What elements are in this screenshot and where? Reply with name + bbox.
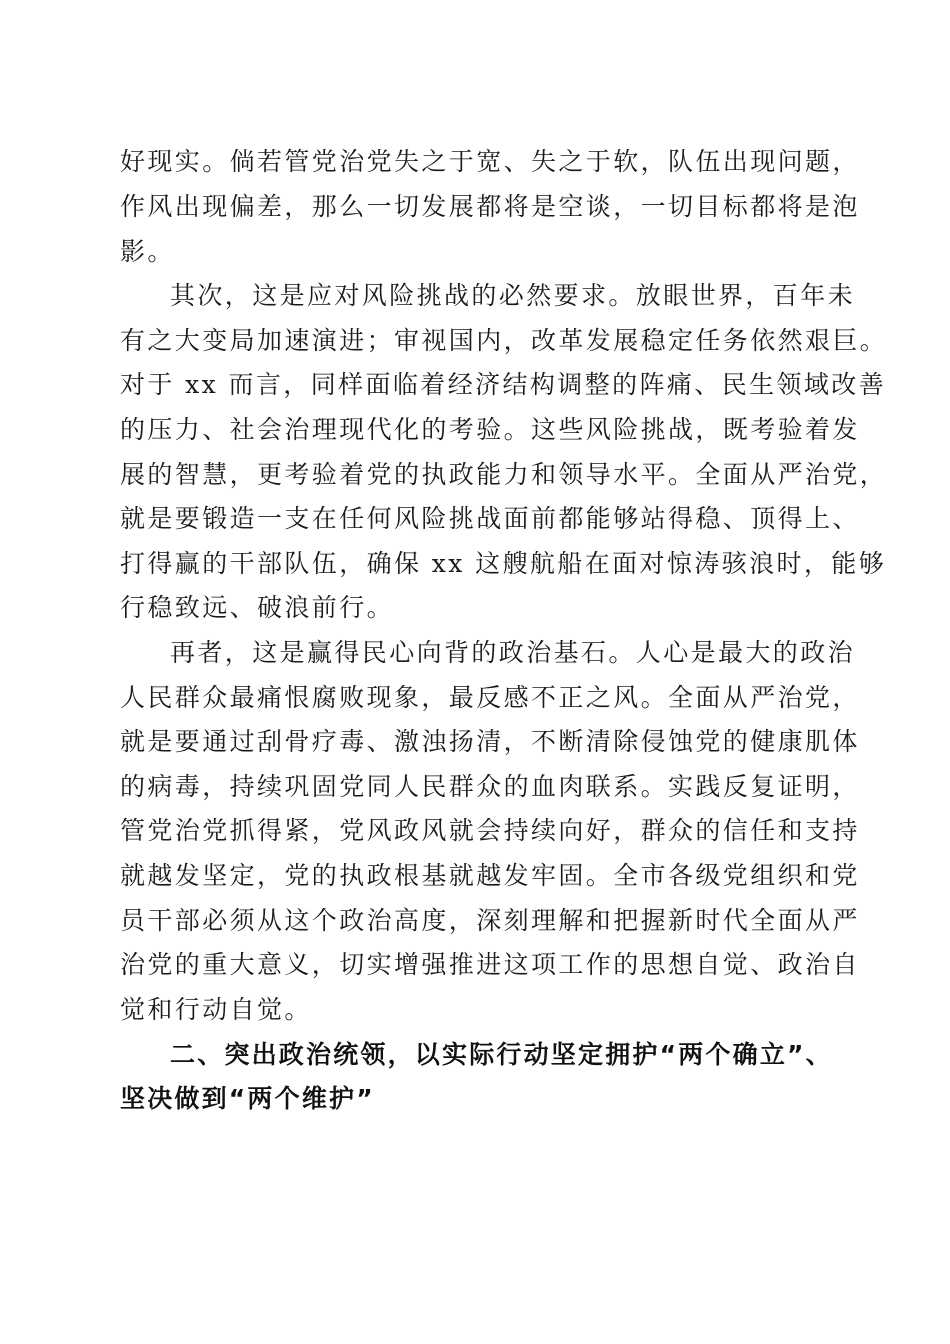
text-line: 就是要锻造一支在任何风险挑战面前都能够站得稳、顶得上、 — [120, 504, 860, 533]
text-line: 管党治党抓得紧，党风政风就会持续向好，群众的信任和支持 — [120, 816, 860, 845]
text-line: 有之大变局加速演进；审视国内，改革发展稳定任务依然艰巨。 — [120, 326, 888, 355]
text-line: 员干部必须从这个政治高度，深刻理解和把握新时代全面从严 — [120, 906, 860, 935]
text-line: 就是要通过刮骨疗毒、激浊扬清，不断清除侵蚀党的健康肌体 — [120, 727, 860, 756]
text-line: 人民群众最痛恨腐败现象，最反感不正之风。全面从严治党， — [120, 683, 860, 712]
text-line: 作风出现偏差，那么一切发展都将是空谈，一切目标都将是泡 — [120, 192, 860, 221]
text-line: 的病毒，持续巩固党同人民群众的血肉联系。实践反复证明， — [120, 772, 860, 801]
text-line: 展的智慧，更考验着党的执政能力和领导水平。全面从严治党， — [120, 460, 888, 489]
text-line: 治党的重大意义，切实增强推进这项工作的思想自觉、政治自 — [120, 950, 860, 979]
text-line: 再者，这是赢得民心向背的政治基石。人心是最大的政治 — [170, 638, 856, 667]
text-line: 对于 xx 而言，同样面临着经济结构调整的阵痛、民生领域改善 — [120, 370, 887, 399]
text-line: 影。 — [120, 237, 175, 266]
text-line: 其次，这是应对风险挑战的必然要求。放眼世界，百年未 — [170, 281, 856, 310]
text-line: 觉和行动自觉。 — [120, 995, 312, 1024]
heading-line: 二、突出政治统领，以实际行动坚定拥护“两个确立”、 — [170, 1040, 833, 1069]
text-line: 好现实。倘若管党治党失之于宽、失之于软，队伍出现问题， — [120, 147, 860, 176]
heading-line: 坚决做到“两个维护” — [120, 1084, 375, 1113]
text-line: 行稳致远、破浪前行。 — [120, 593, 395, 622]
text-line: 的压力、社会治理现代化的考验。这些风险挑战，既考验着发 — [120, 415, 860, 444]
text-line: 打得赢的干部队伍，确保 xx 这艘航船在面对惊涛骇浪时，能够 — [120, 549, 887, 578]
text-line: 就越发坚定，党的执政根基就越发牢固。全市各级党组织和党 — [120, 861, 860, 890]
